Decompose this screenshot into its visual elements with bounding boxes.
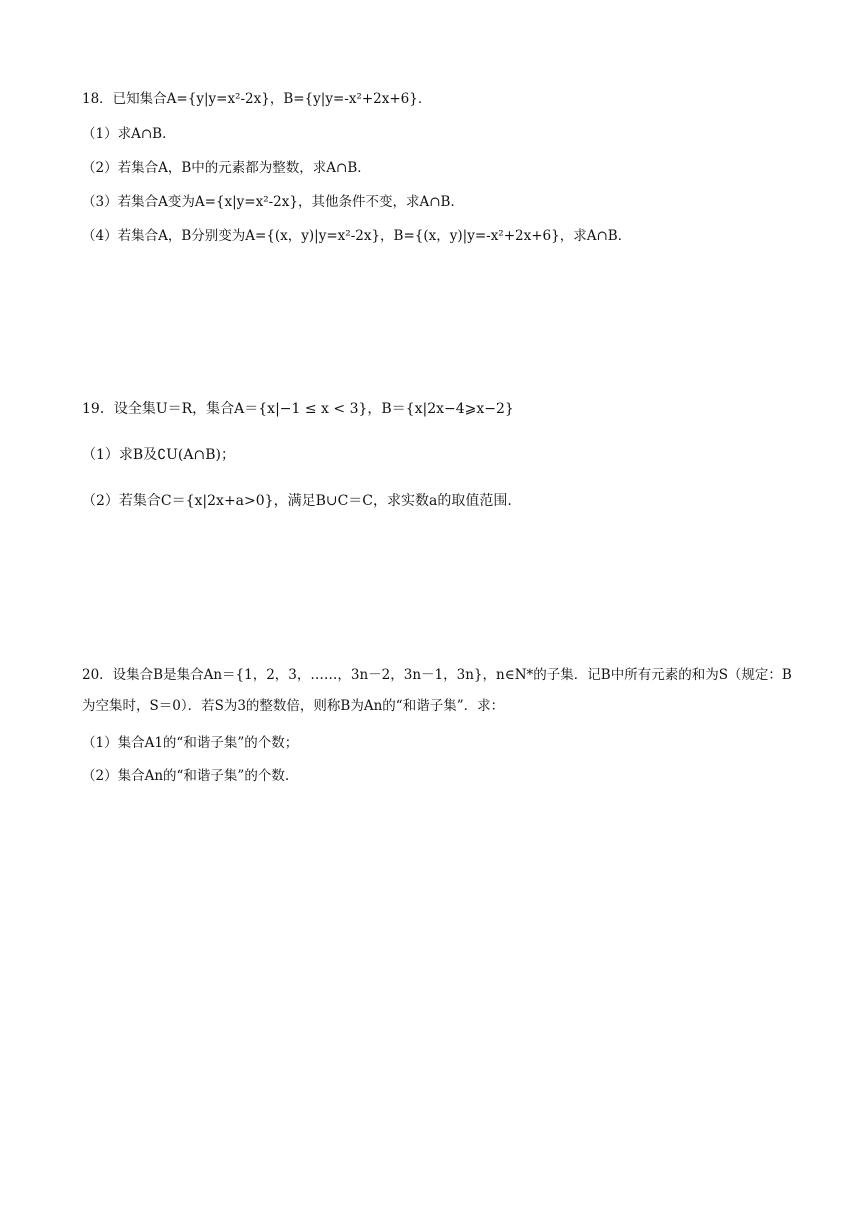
- question-18-part-3: （3）若集合A变为A={x|y=x²-2x}，其他条件不变，求A∩B．: [82, 194, 464, 210]
- question-20-stem: 20．设集合B是集合An＝{1，2，3，……，3n－2，3n－1，3n}，n∈N*的子集．记B中所有元素的和为S（规定：B为空集时，S＝0）．若S为3的整数倍，则称B为An的“和谐子集”．求：: [82, 667, 792, 714]
- question-18-part-4: （4）若集合A，B分别变为A={(x，y)|y=x²-2x}，B={(x，y)|y=-x²+2x+6}，求A∩B．: [82, 228, 632, 244]
- question-18-part-1: （1）求A∩B．: [82, 126, 176, 142]
- question-18-stem: 18．已知集合A={y|y=x²-2x}，B={y|y=-x²+2x+6}．: [82, 91, 432, 107]
- question-19-part-1: （1）求B及∁U(A∩B)；: [82, 447, 235, 463]
- question-20-part-1: （1）集合A1的“和谐子集”的个数；: [82, 735, 299, 751]
- question-19-part-2: （2）若集合C＝{x|2x+a>0}，满足B∪C＝C，求实数a的取值范围.: [82, 493, 512, 509]
- question-18-part-2: （2）若集合A，B中的元素都为整数，求A∩B．: [82, 160, 371, 176]
- question-19-stem: 19．设全集U＝R，集合A＝{x|−1 ≤ x < 3}，B＝{x|2x−4⩾x−2}: [82, 401, 514, 417]
- question-20-part-2: （2）集合An的“和谐子集”的个数.: [82, 768, 290, 784]
